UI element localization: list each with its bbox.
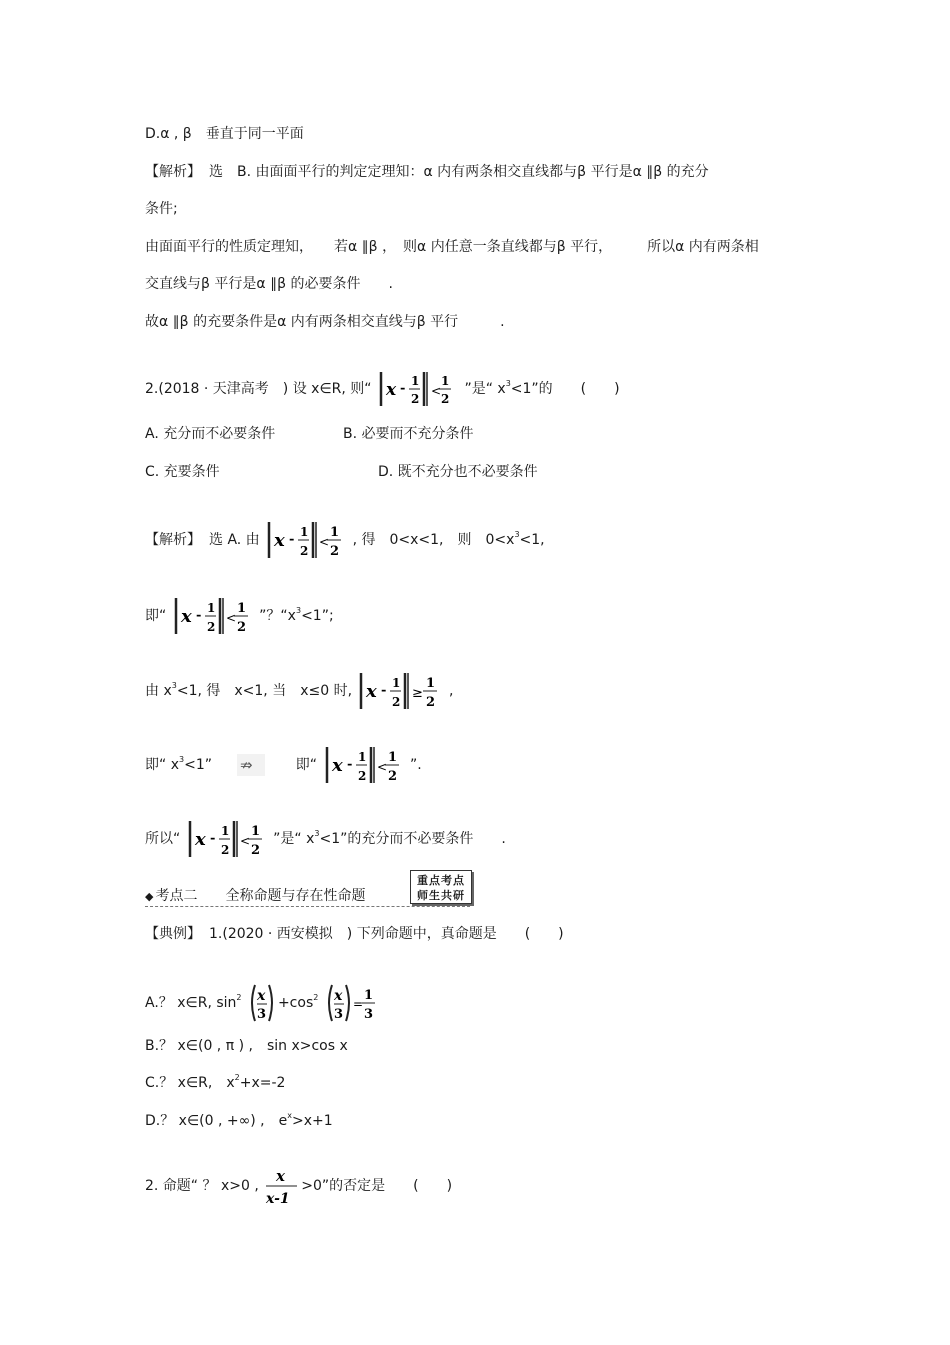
svg-text:=: = [352,997,363,1011]
svg-text:3: 3 [333,1007,343,1022]
question-2b: 2. 命题“ ？ x>0 , x x-1 >0”的否定是 ( ) [145,1167,453,1207]
svg-text:x: x [180,606,192,627]
svg-text:x: x [385,380,397,400]
svg-text:2: 2 [410,392,420,406]
analysis-line-2: 条件; [145,201,178,217]
svg-text:1: 1 [426,676,436,691]
svg-text:<: < [239,834,250,848]
analysis-line-4: 交直线与β 平行是α ∥β 的必要条件 . [145,276,393,292]
question-2: 2.(2018 · 天津高考 ) 设 x∈R, 则“ x - 1 2 < 1 2 ”是“ $x^3<1$”的 ( ) [145,370,620,408]
abs-ineq-formula [324,745,404,785]
svg-text:2: 2 [300,544,309,558]
svg-text:2: 2 [206,620,216,634]
svg-text:1: 1 [392,676,401,690]
svg-text:x: x [274,530,285,551]
svg-text:x: x [276,1167,286,1185]
svg-text:2: 2 [220,843,230,857]
example-option-b: B.？ x∈(0 , π ) , sin x>cos x [145,1038,348,1054]
solution-line-4: 即“ $x^3<1$” ⇏ 即“ x - 1 2 < 1 2 ”. [145,745,422,785]
not-implies-icon [237,754,265,776]
svg-text:1: 1 [220,824,230,838]
svg-text:3: 3 [256,1007,266,1022]
option-c: C. 充要条件 [145,464,220,480]
svg-text:1: 1 [410,374,420,388]
svg-text:-: - [209,831,216,846]
paren-x-over-3 [248,983,276,1023]
svg-text:-: - [289,532,295,547]
svg-text:-: - [399,381,406,396]
option-d-line: D.α , β 垂直于同一平面 [145,126,304,142]
svg-text:1: 1 [300,525,309,539]
svg-text:x: x [333,988,343,1004]
key-point-badge: 重点考点 师生共研 [410,870,472,904]
svg-text:1: 1 [363,988,373,1003]
solution-line-3: 由 $x^3<1$, 得 x<1, 当 x≤0 时, x - 1 2 ≥ 1 2 , [145,671,453,711]
solution-line-2: 即“ x - 1 2 < 1 2 ”？“$x^3<1$”; [145,596,334,636]
svg-text:x: x [256,988,266,1004]
analysis-tag: 【解析】 [145,164,201,180]
svg-text:2: 2 [357,769,366,783]
option-a: A. 充分而不必要条件 [145,426,276,442]
svg-text:-: - [381,683,387,698]
solution-line-1: 【解析】 选 A. 由 x - 1 2 < 1 2 , 得 0<x<1, 则 $0<x^3<1$, [145,520,545,560]
svg-text:1: 1 [357,750,366,764]
abs-ineq-formula [187,819,267,859]
diamond-icon: ◆ [145,890,154,903]
svg-text:<: < [376,760,387,774]
x-over-x-minus-1 [265,1165,299,1207]
svg-text:x: x [331,755,343,776]
option-d: D. 既不充分也不必要条件 [378,464,538,480]
example-1: 【典例】 1.(2020 · 西安模拟 ) 下列命题中，真命题是 ( ) [145,926,564,942]
analysis-text: 选 B. 由面面平行的判定定理知：α 内有两条相交直线都与β 平行是α ∥β 的充分 [209,164,709,180]
analysis-line-3: 由面面平行的性质定理知， 若α ∥β ， 则α 内任意一条直线都与β 平行， 所以α 内有两条相 [145,239,759,255]
svg-text:2: 2 [250,843,260,858]
svg-text:<: < [430,384,442,398]
svg-text:x: x [194,829,206,850]
svg-text:<: < [225,611,236,625]
svg-text:1: 1 [387,750,397,765]
section-divider [145,906,470,907]
svg-text:1: 1 [330,525,340,540]
svg-text:2: 2 [392,695,401,709]
svg-text:2: 2 [236,620,246,635]
abs-ineq-formula [378,370,458,408]
svg-text:2: 2 [440,392,450,406]
svg-text:1: 1 [250,824,260,839]
example-option-a: A.？ x∈R, $\sin^2$ x 3 $+\cos^2$ x 3 = 1 3 [145,983,379,1023]
svg-text:<: < [319,535,330,549]
solution-line-5: 所以“ x - 1 2 < 1 2 ”是“ $x^3<1$”的充分而不必要条件 . [145,819,506,859]
analysis-line-1 [145,162,709,182]
svg-text:3: 3 [363,1007,373,1022]
section-heading: ◆ 考点二 全称命题与存在性命题 [145,886,365,906]
svg-text:-: - [346,757,352,772]
option-b: B. 必要而不充分条件 [343,426,474,442]
example-option-c: C.？ x∈R, $x^2+x=-2$ [145,1073,286,1091]
abs-ge-formula [358,671,442,711]
svg-text:2: 2 [426,695,436,710]
svg-text:-: - [195,608,202,623]
svg-text:x: x [366,681,378,702]
svg-text:1: 1 [236,601,246,616]
svg-text:≥: ≥ [412,686,424,701]
svg-text:2: 2 [330,544,340,559]
analysis-line-5: 故α ∥β 的充要条件是α 内有两条相交直线与β 平行 . [145,314,505,330]
example-option-d: D.？ x∈(0 , +∞) , $e^x>x+1$ [145,1111,333,1129]
svg-text:x-1: x-1 [266,1191,290,1207]
abs-ineq-formula [266,520,346,560]
svg-text:1: 1 [206,601,216,615]
svg-text:2: 2 [387,769,397,784]
svg-text:1: 1 [440,374,450,388]
paren-x-over-3-eq-1-over-3 [325,983,377,1023]
abs-ineq-formula [173,596,253,636]
svg-text:⇏: ⇏ [239,756,253,774]
